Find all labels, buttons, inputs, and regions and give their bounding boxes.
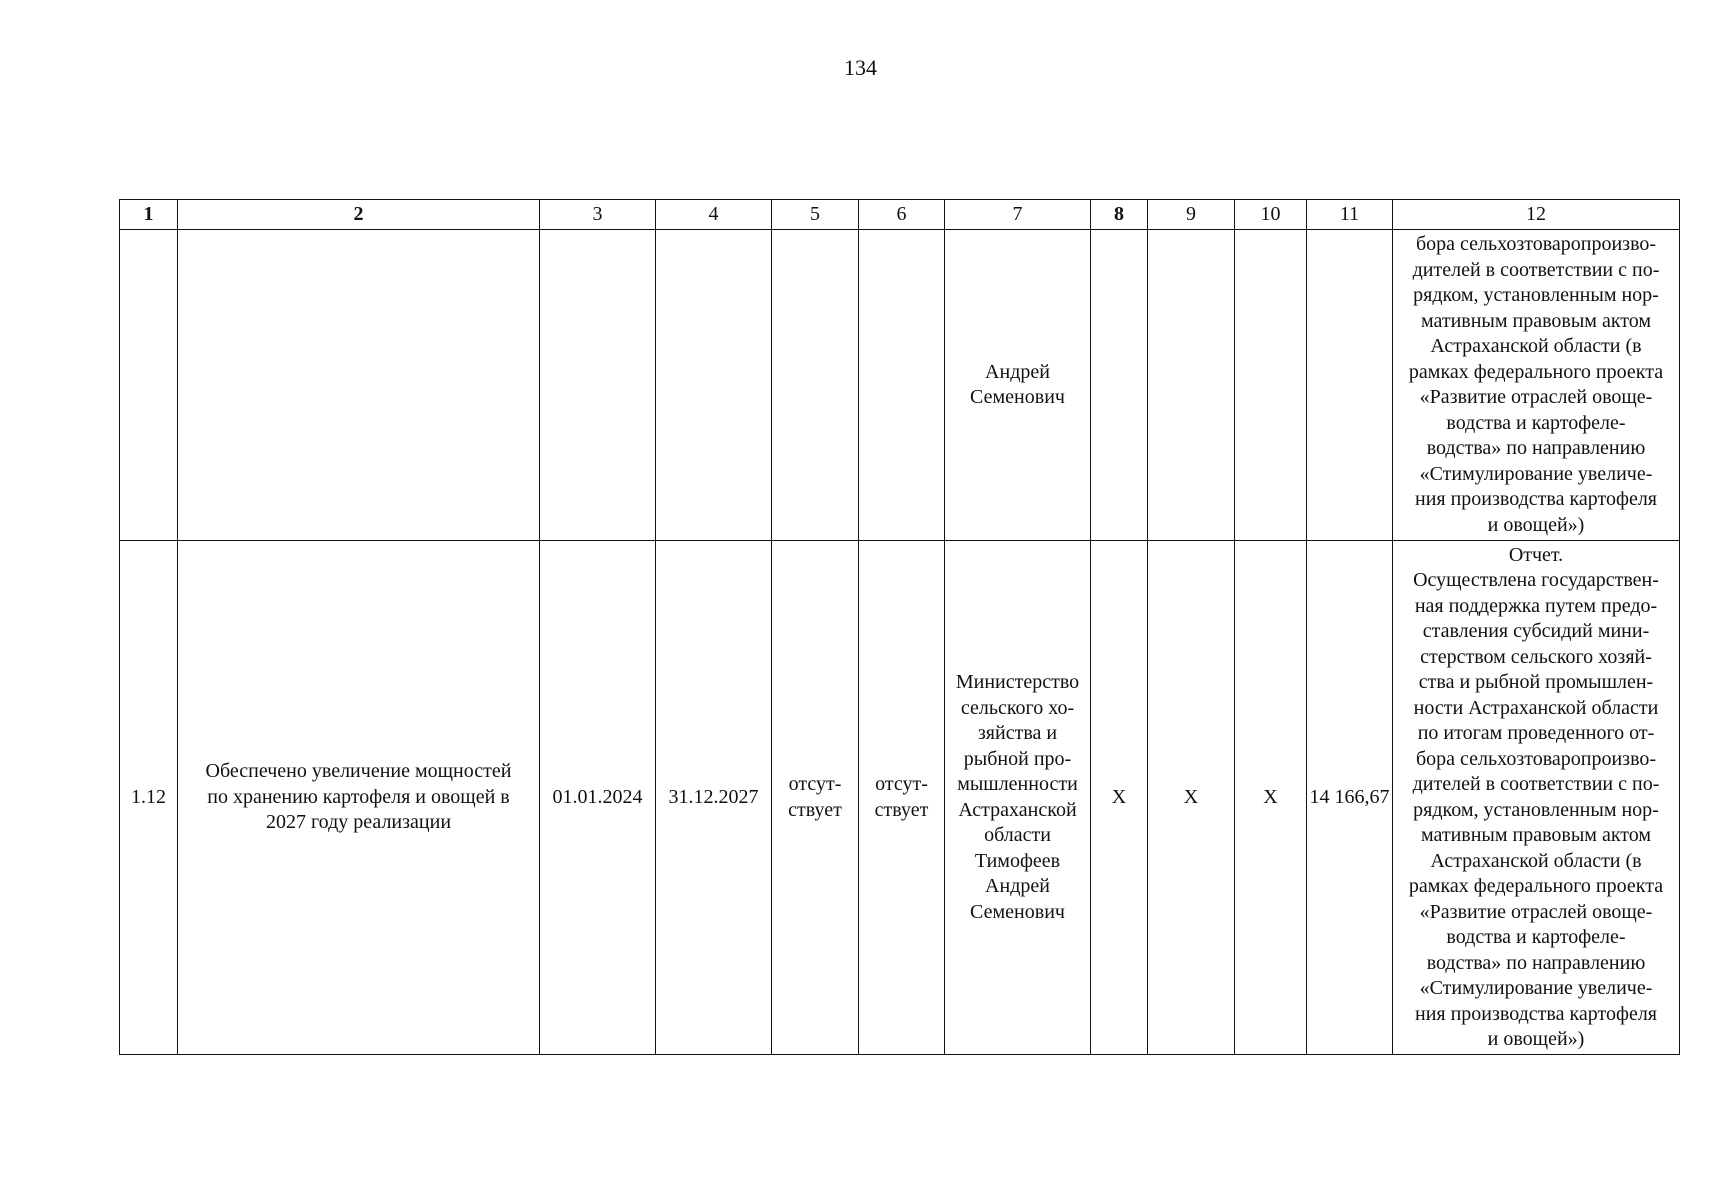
cell-col9: X <box>1148 541 1235 1055</box>
header-cell-1: 1 <box>120 200 178 230</box>
report-table <box>119 199 1680 1055</box>
cell-end-date: 31.12.2027 <box>656 541 772 1055</box>
header-cell-9: 9 <box>1148 200 1235 230</box>
cell-result-continued: бора сельхозтоваропроизво- дителей в соответствии с по- рядком, установленным нор- мативным правовым актом Астраханской области (в рамках федерального проекта «Развитие отраслей овоще- водства и картофеле- водства» по направлению «Стимулирование увеличе- ния производства картофеля и овощей») <box>1393 230 1680 541</box>
cell-empty <box>656 230 772 541</box>
cell-responsible: Министерство сельского хо- зяйства и рыбной про- мышленности Астраханской области Тимофеев Андрей Семенович <box>945 541 1091 1055</box>
cell-empty <box>1235 230 1307 541</box>
header-row <box>120 200 1680 230</box>
cell-empty <box>540 230 656 541</box>
cell-empty <box>178 230 540 541</box>
header-cell-6: 6 <box>859 200 945 230</box>
header-cell-5: 5 <box>772 200 859 230</box>
header-cell-12: 12 <box>1393 200 1680 230</box>
page-number: 134 <box>844 55 877 80</box>
cell-empty <box>1091 230 1148 541</box>
cell-col10: X <box>1235 541 1307 1055</box>
cell-amount: 14 166,67 <box>1307 541 1393 1055</box>
header-cell-8: 8 <box>1091 200 1148 230</box>
cell-col8: X <box>1091 541 1148 1055</box>
cell-item-number: 1.12 <box>120 541 178 1055</box>
cell-col6: отсут- ствует <box>859 541 945 1055</box>
cell-description: Обеспечено увеличение мощностей по хранению картофеля и овощей в 2027 году реализации <box>178 541 540 1055</box>
header-cell-11: 11 <box>1307 200 1393 230</box>
table-row-1-12 <box>120 541 1680 1055</box>
cell-empty <box>120 230 178 541</box>
cell-result: Отчет. Осуществлена государствен- ная поддержка путем предо- ставления субсидий мини- стерством сельского хозяй- ства и рыбной промышлен- ности Астраханской области по итогам проведенного от- бора сельхозтоваропроизво- дителей в соответствии с по- рядком, установленным нор- мативным правовым актом Астраханской области (в рамках федерального проекта «Развитие отраслей овоще- водства и картофеле- водства» по направлению «Стимулирование увеличе- ния производства картофеля и овощей») <box>1393 541 1680 1055</box>
cell-empty <box>1148 230 1235 541</box>
cell-empty <box>859 230 945 541</box>
header-cell-4: 4 <box>656 200 772 230</box>
cell-empty <box>1307 230 1393 541</box>
table-row-continued <box>120 230 1680 541</box>
header-cell-7: 7 <box>945 200 1091 230</box>
header-cell-3: 3 <box>540 200 656 230</box>
cell-empty <box>772 230 859 541</box>
cell-responsible-continued: Андрей Семенович <box>945 230 1091 541</box>
header-cell-2: 2 <box>178 200 540 230</box>
cell-col5: отсут- ствует <box>772 541 859 1055</box>
cell-start-date: 01.01.2024 <box>540 541 656 1055</box>
header-cell-10: 10 <box>1235 200 1307 230</box>
